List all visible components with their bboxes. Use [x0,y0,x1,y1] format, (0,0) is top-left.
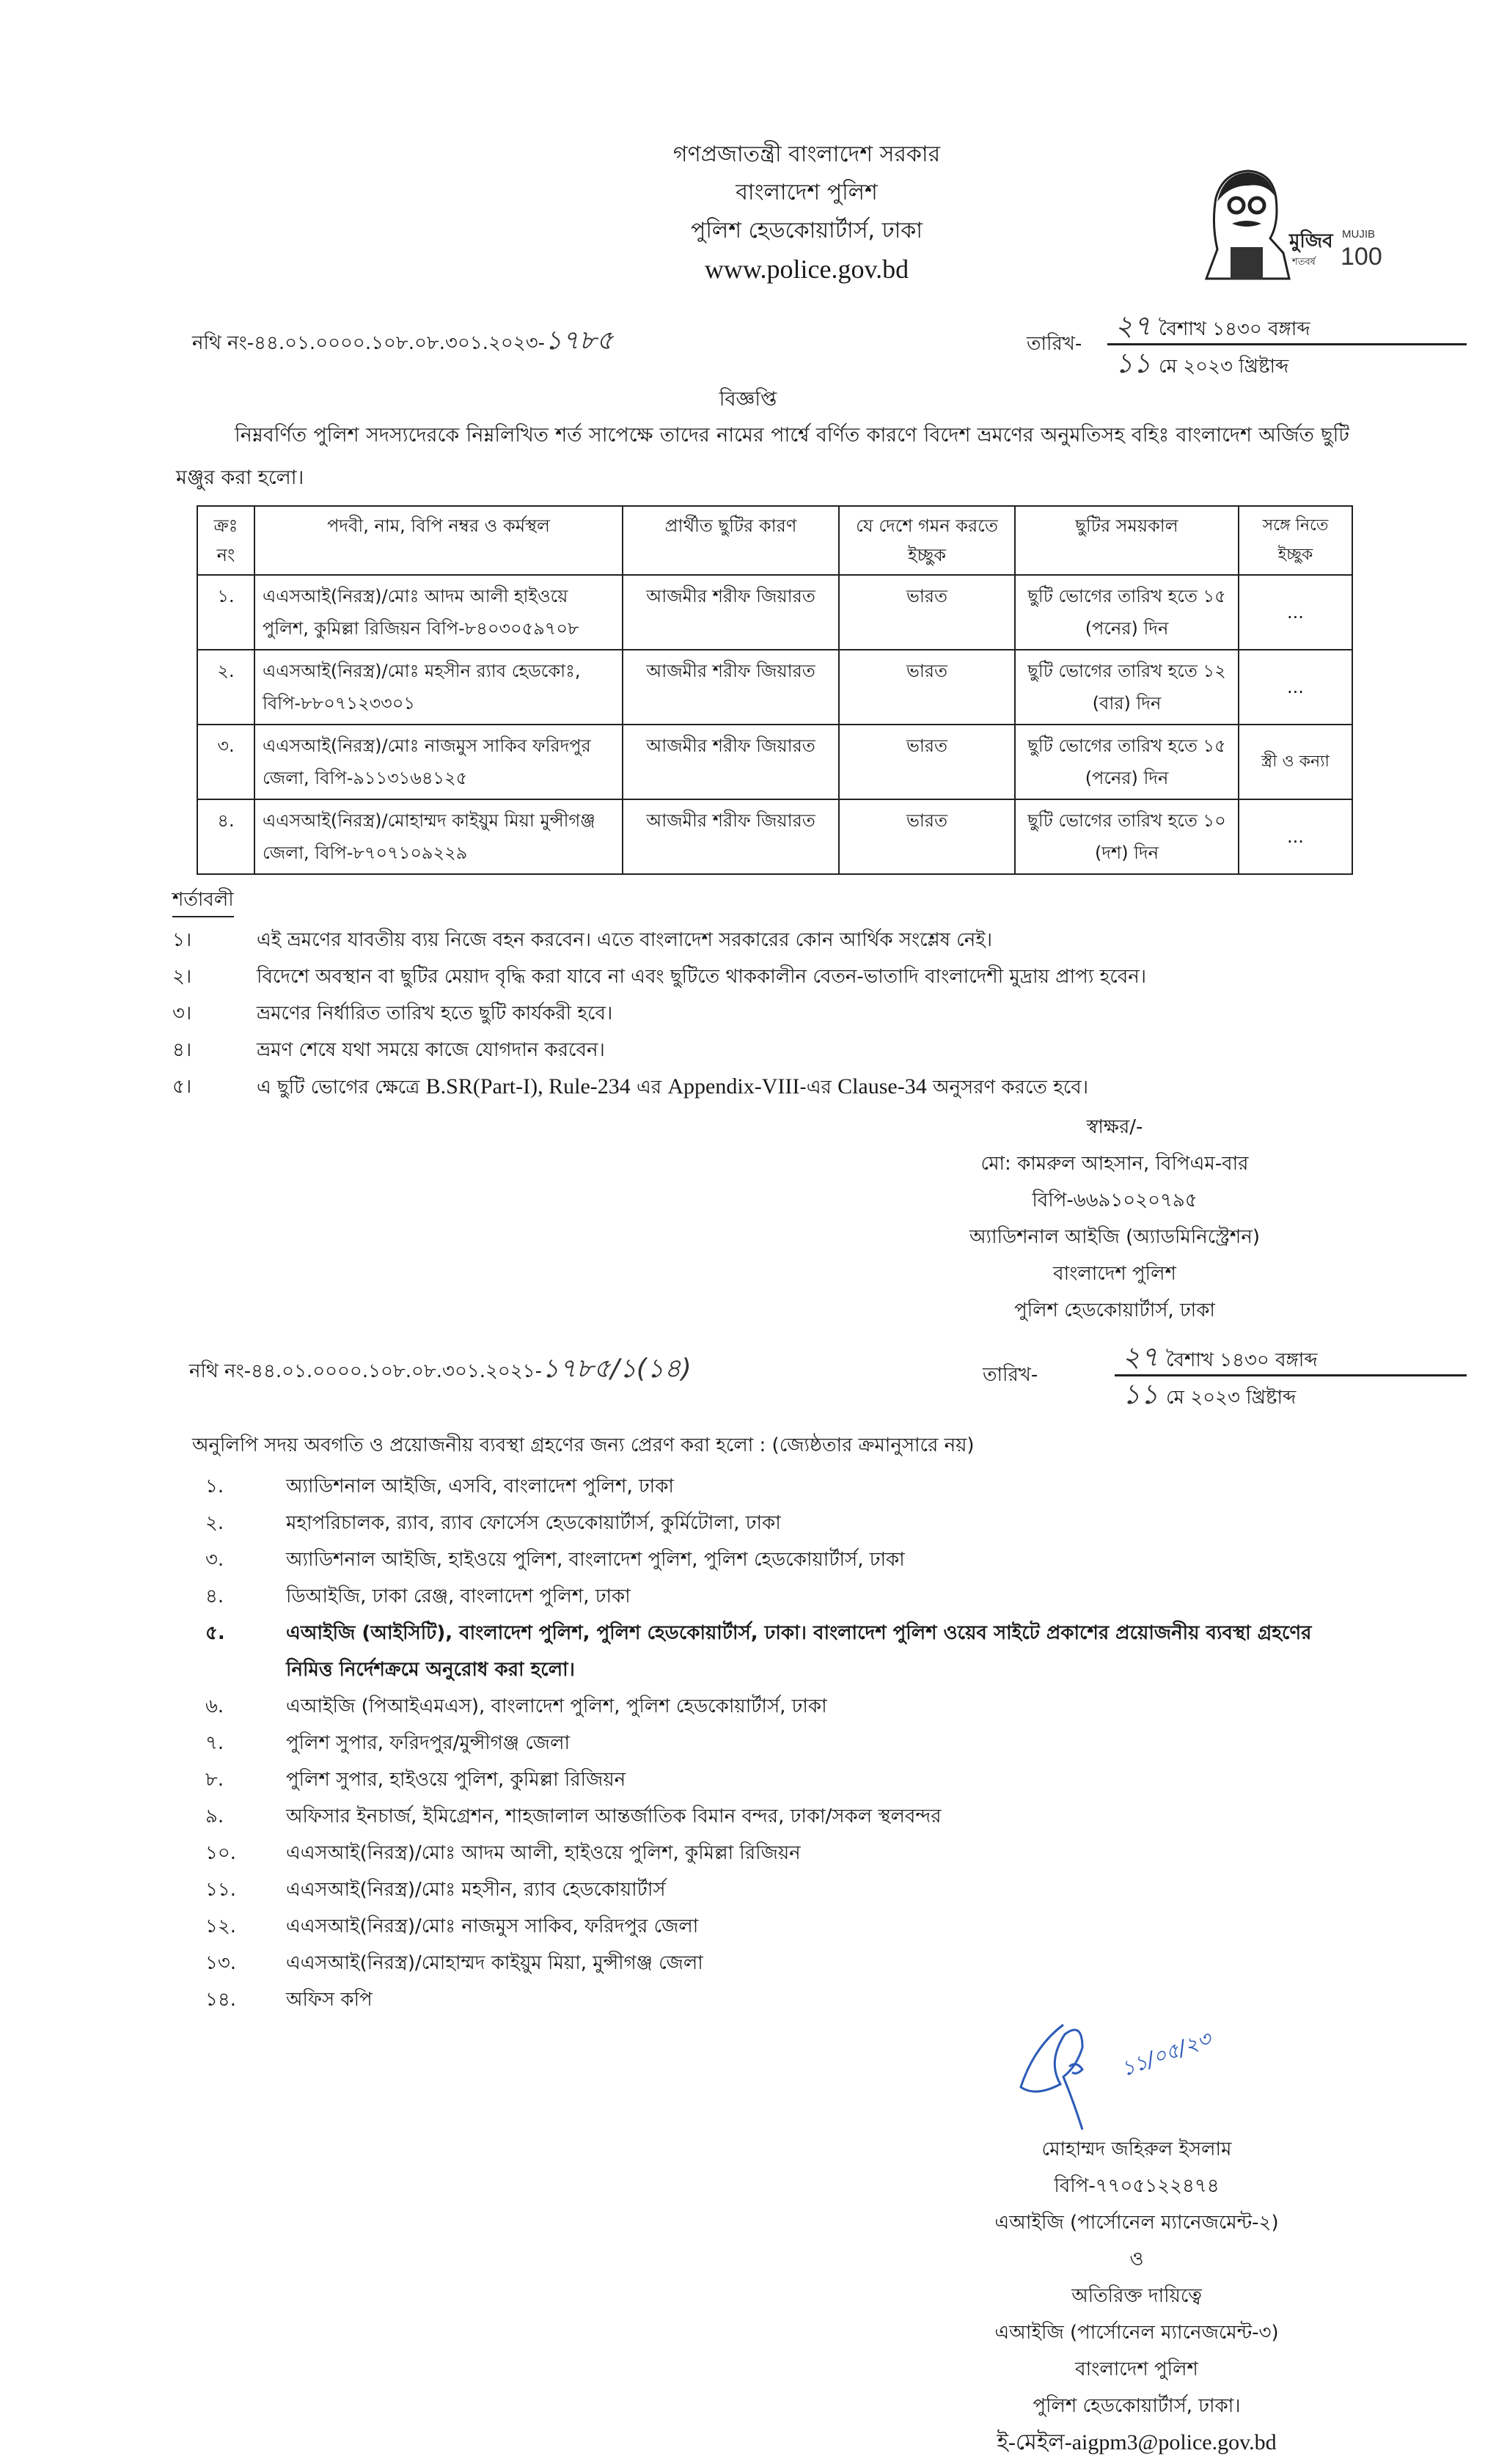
signatory-org: বাংলাদেশ পুলিশ [1053,1263,1176,1285]
cell-country: ভারত [839,650,1015,725]
signatory2-name: মোহাম্মদ জহিরুল ইসলাম [1041,2138,1232,2160]
condition-item [172,1032,1382,1068]
signatory-name: মো: কামরুল আহসান, বিপিএম-বার [980,1153,1249,1175]
signatory2-designation: এআইজি (পার্সোনেল ম্যানেজমেন্ট-২) [994,2212,1279,2234]
col-header-person: পদবী, নাম, বিপি নম্বর ও কর্মস্থল [254,506,623,575]
table-row [197,725,1352,799]
website-link[interactable]: www.police.gov.bd [704,254,909,284]
list-number: ৮. [205,1769,224,1791]
date-greg-rest: মে ২০২৩ খ্রিষ্টাব্দ [1159,356,1289,378]
list-number: ১৩. [205,1952,237,1974]
date-label: তারিখ- [1027,333,1082,355]
cell-companion: ... [1239,575,1352,650]
list-text: ডিআইজি, ঢাকা রেঞ্জ, বাংলাদেশ পুলিশ, ঢাকা [286,1585,631,1607]
list-text: অফিস কপি [286,1989,373,2011]
cell-period: ছুটি ভোগের তারিখ হতে ১৫ (পনের) দিন [1015,725,1239,799]
condition-number: ২। [172,966,192,988]
list-text: পুলিশ সুপার, ফরিদপুর/মুন্সীগঞ্জ জেলা [286,1732,570,1754]
list-item [205,1798,1320,1835]
date-block-2 [983,1339,1467,1412]
date-greg-day: ১১ [1115,347,1151,379]
condition-number: ৪। [172,1039,192,1061]
date-bangla-rest: বৈশাখ ১৪৩০ বঙ্গাব্দ [1159,318,1310,340]
letterhead [513,136,1100,288]
signatory2-org: বাংলাদেশ পুলিশ [1075,2358,1198,2380]
list-number: ১০. [205,1842,237,1864]
signatory2-bp: বিপি-৭৭০৫১২২৪৭৪ [1054,2175,1220,2197]
col-header-companion: সঙ্গে নিতে ইচ্ছুক [1239,506,1352,575]
conditions-section [172,884,1382,1106]
signatory2-office: পুলিশ হেডকোয়ার্টার্স, ঢাকা। [1033,2395,1241,2417]
list-text: মহাপরিচালক, র‍্যাব, র‍্যাব ফোর্সেস হেডকোয়ার্টার্স, কুর্মিটোলা, ঢাকা [286,1512,781,1534]
date-block [1027,308,1467,381]
govt-name: গণপ্রজাতন্ত্রী বাংলাদেশ সরকার [672,142,941,167]
copy-intro: অনুলিপি সদয় অবগতি ও প্রয়োজনীয় ব্যবস্থা গ্রহণের জন্য প্রেরণ করা হলো : (জ্যেষ্ঠতার ক্রমানুসারে নয়) [192,1434,975,1456]
list-item [205,1468,1320,1505]
cell-serial: ১. [197,575,254,650]
list-number: ৯. [205,1805,224,1827]
list-number: ১১. [205,1879,237,1901]
signatory2-conjunction: ও [1129,2248,1144,2270]
list-text: এআইজি (পিআইএমএস), বাংলাদেশ পুলিশ, পুলিশ হেডকোয়ার্টার্স, ঢাকা [286,1695,827,1717]
cell-serial: ২. [197,650,254,725]
conditions-title: শর্তাবলী [172,884,234,917]
list-text: এএসআই(নিরস্ত্র)/মোহাম্মদ কাইয়ুম মিয়া, মুন্সীগঞ্জ জেলা [286,1952,703,1974]
date-label-2: তারিখ- [983,1364,1038,1386]
date-bangla-day: ২৭ [1115,309,1151,342]
col-header-country: যে দেশে গমন করতে ইচ্ছুক [839,506,1015,575]
cell-reason: আজমীর শরীফ জিয়ারত [623,650,839,725]
list-number: ১৪. [205,1989,237,2011]
list-number: ১২. [205,1915,237,1937]
condition-text [257,1068,1088,1106]
condition-text-mid2: -এর [799,1077,832,1099]
list-item [205,1945,1320,1981]
condition-clause-ref: Clause-34 [837,1074,927,1099]
table-header-row [197,506,1352,575]
signatory-office: পুলিশ হেডকোয়ার্টার্স, ঢাকা [1014,1299,1215,1321]
leave-table [197,505,1353,875]
list-number: ৬. [205,1695,224,1717]
table-row [197,650,1352,725]
signature-block-2 [873,2131,1401,2461]
file-number-text: নথি নং-৪৪.০১.০০০০.১০৮.০৮.৩০১.২০২৩- [192,332,545,354]
condition-text: ভ্রমণের নির্ধারিত তারিখ হতে ছুটি কার্যকরী হবে। [257,1002,613,1024]
list-text: অ্যাডিশনাল আইজি, এসবি, বাংলাদেশ পুলিশ, ঢাকা [286,1475,674,1497]
list-number: ৪. [205,1585,224,1607]
notice-title: বিজ্ঞপ্তি [719,388,777,411]
cell-country: ভারত [839,799,1015,874]
cell-person: এএসআই(নিরস্ত্র)/মোঃ মহসীন র‍্যাব হেডকোঃ, বিপি-৮৮০৭১২৩৩০১ [254,650,623,725]
signatory2-additional-charge: অতিরিক্ত দায়িত্বে [1071,2285,1202,2307]
logo-bangla-text: মুজিব [1289,230,1333,252]
condition-item [172,922,1382,958]
list-text: অ্যাডিশনাল আইজি, হাইওয়ে পুলিশ, বাংলাদেশ পুলিশ, পুলিশ হেডকোয়ার্টার্স, ঢাকা [286,1549,905,1571]
condition-appendix-ref: Appendix-VIII [667,1074,800,1099]
file-number-2-handwritten: ১৭৮৫/১(১৪) [541,1354,692,1384]
list-number: ৫. [205,1622,225,1644]
table-row [197,575,1352,650]
list-text: এএসআই(নিরস্ত্র)/মোঃ মহসীন, র‍্যাব হেডকোয়ার্টার্স [286,1879,666,1901]
file-number [192,323,614,362]
condition-text: এই ভ্রমণের যাবতীয় ব্যয় নিজে বহন করবেন। এতে বাংলাদেশ সরকারের কোন আর্থিক সংশ্লেষ নেই। [257,929,993,951]
signed-mark: স্বাক্ষর/- [1086,1116,1143,1138]
list-item [205,1541,1320,1578]
intro-paragraph: নিম্নবর্ণিত পুলিশ সদস্যদেরকে নিম্নলিখিত শর্ত সাপেক্ষে তাদের নামের পার্শ্বে বর্ণিত কারণে বিদেশ ভ্রমণের অনুমতিসহ বহিঃ বাংলাদেশ অর্জিত ছুটি মঞ্জুর করা হলো। [176,424,1349,489]
date2-greg-day: ১১ [1122,1378,1159,1410]
org-name: বাংলাদেশ পুলিশ [736,180,878,205]
list-item [205,1505,1320,1541]
document-body-flow [0,884,1496,2461]
condition-item [172,1068,1382,1106]
cell-period: ছুটি ভোগের তারিখ হতে ১৫ (পনের) দিন [1015,575,1239,650]
list-text: পুলিশ সুপার, হাইওয়ে পুলিশ, কুমিল্লা রিজিয়ন [286,1769,626,1791]
signature-scribble-icon [1012,2021,1115,2131]
file-number-handwritten: ১৭৮৫ [545,326,614,356]
table-row [197,799,1352,874]
handwritten-signature [0,2021,1496,2131]
office-name: পুলিশ হেডকোয়ার্টার্স, ঢাকা [690,218,923,243]
date2-greg-rest: মে ২০২৩ খ্রিষ্টাব্দ [1166,1387,1297,1409]
cell-serial: ৪. [197,799,254,874]
list-text: অফিসার ইনচার্জ, ইমিগ্রেশন, শাহজালাল আন্তর্জাতিক বিমান বন্দর, ঢাকা/সকল স্থলবন্দর [286,1805,942,1827]
memo2-header-row [0,1339,1496,1420]
date2-bangla-day: ২৭ [1122,1341,1159,1373]
cell-period: ছুটি ভোগের তারিখ হতে ১২ (বার) দিন [1015,650,1239,725]
cell-reason: আজমীর শরীফ জিয়ারত [623,725,839,799]
list-item [205,1615,1320,1688]
cell-serial: ৩. [197,725,254,799]
date2-bangla-rest: বৈশাখ ১৪৩০ বঙ্গাব্দ [1166,1349,1318,1371]
list-number: ২. [205,1512,224,1534]
list-text: এএসআই(নিরস্ত্র)/মোঃ নাজমুস সাকিব, ফরিদপুর জেলা [286,1915,699,1937]
cell-person: এএসআই(নিরস্ত্র)/মোহাম্মদ কাইয়ুম মিয়া মুন্সীগঞ্জ জেলা, বিপি-৮৭০৭১০৯২২৯ [254,799,623,874]
col-header-reason: প্রার্থীত ছুটির কারণ [623,506,839,575]
condition-item [172,995,1382,1032]
cell-reason: আজমীর শরীফ জিয়ারত [623,799,839,874]
file-number-2 [189,1351,692,1390]
cell-person: এএসআই(নিরস্ত্র)/মোঃ নাজমুস সাকিব ফরিদপুর জেলা, বিপি-৯১১৩১৬৪১২৫ [254,725,623,799]
signatory2-email[interactable]: ই-মেইল-aigpm3@police.gov.bd [997,2430,1277,2454]
condition-text-post: অনুসরণ করতে হবে। [932,1077,1089,1099]
logo-en-num: 100 [1341,243,1382,271]
list-item [205,1871,1320,1908]
cell-country: ভারত [839,575,1015,650]
distribution-list [205,1468,1320,2018]
condition-text: ভ্রমণ শেষে যথা সময়ে কাজে যোগদান করবেন। [257,1039,605,1061]
list-text: এআইজি (আইসিটি), বাংলাদেশ পুলিশ, পুলিশ হেডকোয়ার্টার্স, ঢাকা। বাংলাদেশ পুলিশ ওয়েব সাইটে প্রকাশের প্রয়োজনীয় ব্যবস্থা গ্রহণের নিমিত্ত নির্দেশক্রমে অনুরোধ করা হলো। [286,1622,1312,1681]
condition-rule-ref: B.SR(Part-I), Rule-234 [425,1074,631,1099]
condition-text-mid: এর [637,1077,662,1099]
list-number: ১. [205,1475,224,1497]
cell-period: ছুটি ভোগের তারিখ হতে ১০ (দশ) দিন [1015,799,1239,874]
logo-en-top: MUJIB [1342,228,1375,241]
signatory-designation: অ্যাডিশনাল আইজি (অ্যাডমিনিস্ট্রেশন) [969,1226,1260,1248]
cell-country: ভারত [839,725,1015,799]
portrait-icon [1203,165,1291,282]
list-number: ৩. [205,1549,224,1571]
list-text: এএসআই(নিরস্ত্র)/মোঃ আদম আলী, হাইওয়ে পুলিশ, কুমিল্লা রিজিয়ন [286,1842,801,1864]
list-item [205,1981,1320,2018]
condition-number: ৫। [172,1076,192,1098]
signature-block-1 [851,1109,1379,1329]
list-item [205,1578,1320,1615]
signatory-bp: বিপি-৬৬৯১০২০৭৯৫ [1032,1189,1198,1211]
file-number-2-text: নথি নং-৪৪.০১.০০০০.১০৮.০৮.৩০১.২০২১- [189,1360,542,1382]
list-item [205,1835,1320,1871]
condition-text: বিদেশে অবস্থান বা ছুটির মেয়াদ বৃদ্ধি করা যাবে না এবং ছুটিতে থাককালীন বেতন-ভাতাদি বাংলাদেশী মুদ্রায় প্রাপ্য হবেন। [257,966,1147,988]
list-number: ৭. [205,1732,224,1754]
condition-item [172,958,1382,995]
cell-companion: ... [1239,799,1352,874]
list-item [205,1688,1320,1725]
cell-person: এএসআই(নিরস্ত্র)/মোঃ আদম আলী হাইওয়ে পুলিশ, কুমিল্লা রিজিয়ন বিপি-৮৪০৩০৫৯৭০৮ [254,575,623,650]
mujib-100-logo [1203,165,1382,282]
col-header-period: ছুটির সময়কাল [1015,506,1239,575]
list-item [205,1725,1320,1761]
cell-reason: আজমীর শরীফ জিয়ারত [623,575,839,650]
signatory2-designation-2: এআইজি (পার্সোনেল ম্যানেজমেন্ট-৩) [994,2322,1279,2344]
col-header-serial: ক্রঃ নং [197,506,254,575]
cell-companion: ... [1239,650,1352,725]
logo-sub-text: শতবর্ষ [1292,257,1316,268]
signature-date: ১১/০৫/২৩ [1118,2026,1214,2082]
list-item [205,1761,1320,1798]
condition-number: ৩। [172,1002,192,1024]
list-item [205,1908,1320,1945]
cell-companion: স্ত্রী ও কন্যা [1239,725,1352,799]
condition-number: ১। [172,929,192,951]
condition-text-pre: এ ছুটি ভোগের ক্ষেত্রে [257,1077,420,1099]
